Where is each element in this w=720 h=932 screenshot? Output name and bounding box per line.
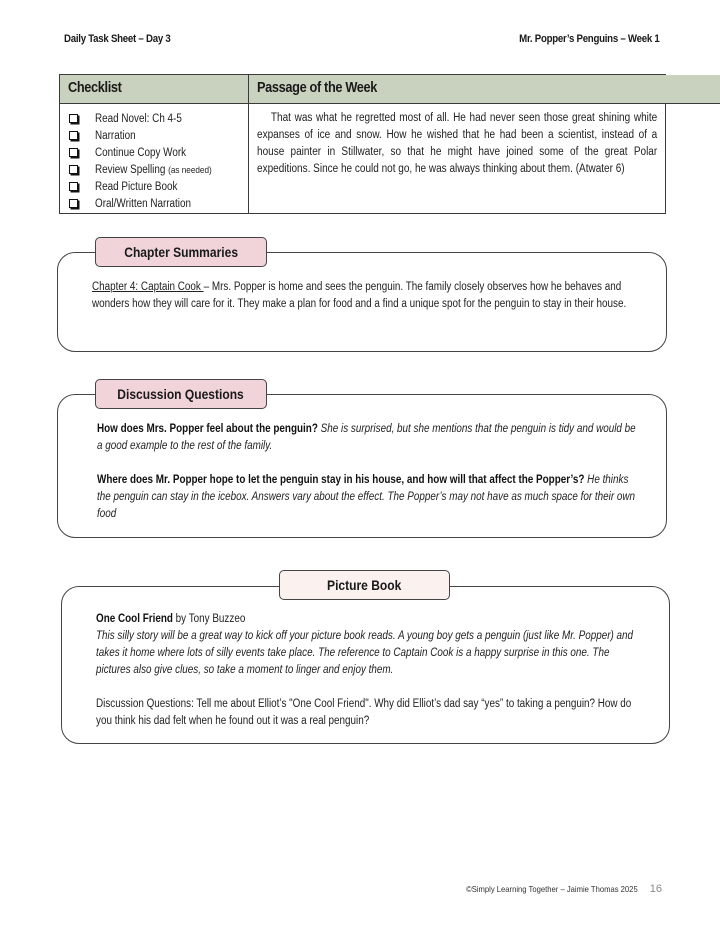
checklist-item-note: (as needed) [168,164,212,176]
copyright-text: ©Simply Learning Together – Jaimie Thomas 2025 [466,884,638,894]
checkbox-icon[interactable] [69,114,78,123]
discussion-item [97,472,637,523]
answer-text: She is surprised, but she mentions that the penguin is tidy and would be a good example to the rest of the family. [97,423,636,452]
checklist-item-label: Narration [95,129,136,142]
book-author: by Tony Buzzeo [172,613,246,625]
passage-cell [249,104,720,213]
checklist-item[interactable] [69,161,248,178]
chapter-summary-text [92,279,651,313]
checklist [60,104,249,213]
checklist-item-label: Oral/Written Narration [95,197,192,210]
checkbox-icon[interactable] [69,148,78,157]
checkbox-icon[interactable] [69,131,78,140]
checklist-item[interactable] [69,178,248,195]
checkbox-icon[interactable] [69,199,78,208]
page-footer [447,883,662,895]
chapter-summaries-title: Chapter Summaries [95,237,267,267]
checkbox-icon[interactable] [69,182,78,191]
chapter-label: Chapter 4: Captain Cook [92,281,204,293]
checklist-header: Checklist [60,75,249,104]
passage-text: That was what he regretted most of all. He had never seen those great shining white expanses of ice and snow. How he wished that he had been a scientist, instead of a house painter in Stillwater, so that he might have joined some of the great Polar expeditions. Since he could not go, he was always thinking about them. (Atwater 6) [257,112,658,175]
book-info [96,611,642,628]
discussion-item [97,421,637,455]
discussion-questions-body [97,421,637,523]
checklist-item-label: Continue Copy Work [95,146,187,159]
discussion-questions-title: Discussion Questions [95,379,267,409]
picture-book-title: Picture Book [279,570,450,600]
book-description: This silly story will be a great way to kick off your picture book reads. A young boy gets a penguin (just like Mr. Popper) and takes it home where lots of silly events take place. The reference to Captain Cook is a happy surprise in this one. The pictures also give clues, so take a moment to linger and enjoy them. [96,630,634,676]
passage-header: Passage of the Week [249,75,720,104]
chapter-summary: – Mrs. Popper is home and sees the penguin. The family closely observes how he behaves and wonders how they will care for it. They make a plan for food and a find a unique spot for the penguin to stay in their house. [92,281,627,310]
checklist-passage-table [59,74,666,214]
document-title-left: Daily Task Sheet – Day 3 [64,33,171,45]
book-discussion-questions: Discussion Questions: Tell me about Elliot’s "One Cool Friend". Why did Elliot’s dad say “yes” to taking a penguin? How do you think his dad felt when he found out it was a real penguin? [96,698,632,727]
checklist-item-label: Read Novel: Ch 4-5 [95,112,182,125]
question-text: Where does Mr. Popper hope to let the penguin stay in his house, and how will that affect the Popper’s? [97,474,585,486]
checkbox-icon[interactable] [69,165,78,174]
checklist-item-label: Read Picture Book [95,180,178,193]
question-text: How does Mrs. Popper feel about the penguin? [97,423,318,435]
checklist-item-label: Review Spelling (as needed) [95,163,212,176]
checklist-item[interactable] [69,195,248,212]
document-title-right: Mr. Popper’s Penguins – Week 1 [519,33,660,45]
checklist-item[interactable] [69,127,248,144]
picture-book-body [96,611,642,730]
checklist-item[interactable] [69,144,248,161]
page-number: 16 [649,883,662,895]
book-title: One Cool Friend [96,613,173,625]
checklist-item[interactable] [69,110,248,127]
answer-text: He thinks the penguin can stay in the icebox. Answers vary about the effect. The Popper’s may not have as much space for their own food [97,474,636,520]
